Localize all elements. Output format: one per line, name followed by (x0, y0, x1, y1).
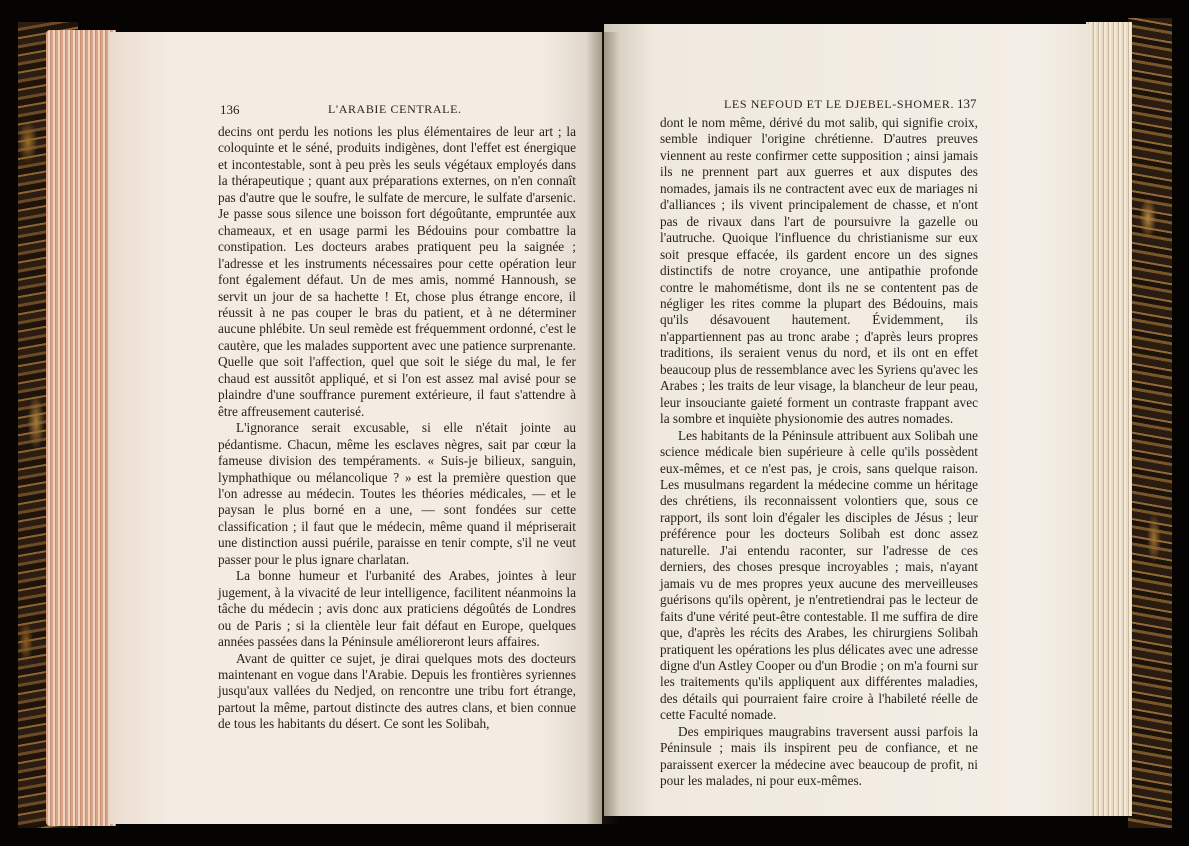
page-number-right: 137 (957, 96, 977, 111)
left-page-stack (46, 30, 116, 826)
right-marbled-edge (1128, 18, 1172, 828)
right-page (604, 24, 1090, 816)
page-number-left: 136 (220, 102, 240, 117)
paragraph: decins ont perdu les notions les plus élémentaires de leur art ; la coloquinte et le séné, produits indigènes, dont l'effet est énergique et incontestable, sont à peu près les seuls végétaux employés dans la thérapeutique ; quant aux préparations externes, on n'en connaît pas d'autre que le soufre, le sulfate de mercure, le sulfate d'arsenic. Je passe sous silence une boisson fort dégoûtante, empruntée aux chameaux, et en usage parmi les Bédouins pour combattre la constipation. Les docteurs arabes pratiquent peu la saignée ; l'adresse et les instruments nécessaires pour cette opération leur font également défaut. Un de mes amis, nommé Hannoush, se servit un jour de sa hachette ! Et, chose plus étrange encore, il réussit à ne pas couper le bras du patient, et à ne déterminer aucune phlébite. Un seul remède est fréquemment ordonné, c'est le cautère, que les malades supportent avec une patience surprenante. Quelle que soit l'affection, quel que soit le siége du mal, le fer chaud est aussitôt appliqué, et si l'on est assez mal avisé pour se plaindre d'une souffrance purement extérieure, il faut s'attendre à être affreusement cauterisé. (218, 124, 576, 419)
running-head-left: L'ARABIE CENTRALE. (328, 102, 462, 116)
running-head-right: LES NEFOUD ET LE DJEBEL-SHOMER. (724, 97, 955, 111)
left-page (110, 32, 602, 824)
left-page-body (218, 124, 576, 733)
paragraph: Des empiriques maugrabins traversent aussi parfois la Péninsule ; mais ils inspirent peu de confiance, et ne paraissent exercer la médecine avec beaucoup de profit, ni pour les malades, ni pour eux-mêmes. (660, 723, 978, 789)
paragraph: Les habitants de la Péninsule attribuent aux Solibah une science médicale bien supérieure à celle qu'ils possèdent eux-mêmes, et ce n'est pas, je crois, sans quelque raison. Les musulmans regardent la médecine comme un héritage des chrétiens, ils reconnaissent volontiers que, sous ce rapport, ils sont loin d'égaler les disciples de Jésus ; leur préférence pour les docteurs Solibah est donc assez naturelle. J'ai entendu raconter, sur l'adresse de ces derniers, des choses presque incroyables ; mais, n'ayant jamais vu de mes propres yeux aucune des merveilleuses guérisons qu'ils opèrent, je n'entretiendrai pas le lecteur de faits d'une vérité peut-être contestable. Il me suffira de dire que, d'après les récits des Arabes, les chirurgiens Solibah pratiquent les opérations les plus délicates avec une adresse digne d'un Astley Cooper ou d'un Brodie ; on m'a fourni sur les traitements qu'ils appliquent aux différentes maladies, des détails qui pourraient faire croire à l'habileté réelle de cette Faculté nomade. (660, 427, 978, 723)
paragraph: Avant de quitter ce sujet, je dirai quelques mots des docteurs maintenant en vogue dans l'Arabie. Depuis les frontières syriennes jusqu'aux vallées du Nedjed, on rencontre une tribu fort étrange, partout la même, partout distincte des autres clans, et bien connue de tous les habitants du désert. Ce sont les Solibah, (218, 650, 576, 732)
paragraph: L'ignorance serait excusable, si elle n'était jointe au pédantisme. Chacun, même les esclaves nègres, sait par cœur la fameuse division des tempéraments. « Suis-je bilieux, sanguin, lymphathique ou mélancolique ? » est la première question que l'on adresse au médecin. Toutes les théories médicales, — et le paysan le plus borné en a une, — sont fondées sur cette classification ; il faut que le médecin, même quand il mépriserait une distinction aussi puérile, paraisse en tenir compte, s'il ne veut passer pour le plus ignare charlatan. (218, 420, 576, 567)
right-page-body (660, 115, 978, 790)
book-gutter (586, 32, 620, 824)
paragraph: dont le nom même, dérivé du mot salib, qui signifie croix, semble indiquer l'origine chrétienne. D'autres preuves viennent au reste confirmer cette supposition ; ainsi jamais ils ne prennent part aux guerres et aux disputes des nomades, jamais ils ne contractent avec eux de mariages ni d'alliances ; ils vivent principalement de chasse, et n'ont pas de rivaux dans l'art de poursuivre la gazelle ou l'autruche. Quoique l'influence du christianisme sur eux soit presque effacée, ils gardent encore un des signes distinctifs de notre croyance, une antipathie profonde contre le mahométisme, dont ils ne se contentent pas de négliger les rites comme la plupart des Bédouins, mais qu'ils désavouent hautement. Évidemment, ils n'appartiennent pas au tronc arabe ; d'après leurs propres traditions, ils seraient venus du nord, et ils ont en effet beaucoup plus de ressemblance avec les Syriens qu'avec les Arabes ; les traits de leur visage, la blancheur de leur peau, leur insouciante gaieté forment un contraste frappant avec la sombre et inquiète physionomie des autres nomades. (660, 115, 978, 427)
right-page-stack (1086, 22, 1132, 816)
paragraph: La bonne humeur et l'urbanité des Arabes, jointes à leur jugement, à la vivacité de leur intelligence, facilitent néanmoins la tâche du médecin ; avis donc aux praticiens dégoûtés de Londres ou de Paris ; si la clientèle leur fait défaut en Europe, quelques années passées dans la Péninsule amélioreront leurs affaires. (218, 568, 576, 650)
